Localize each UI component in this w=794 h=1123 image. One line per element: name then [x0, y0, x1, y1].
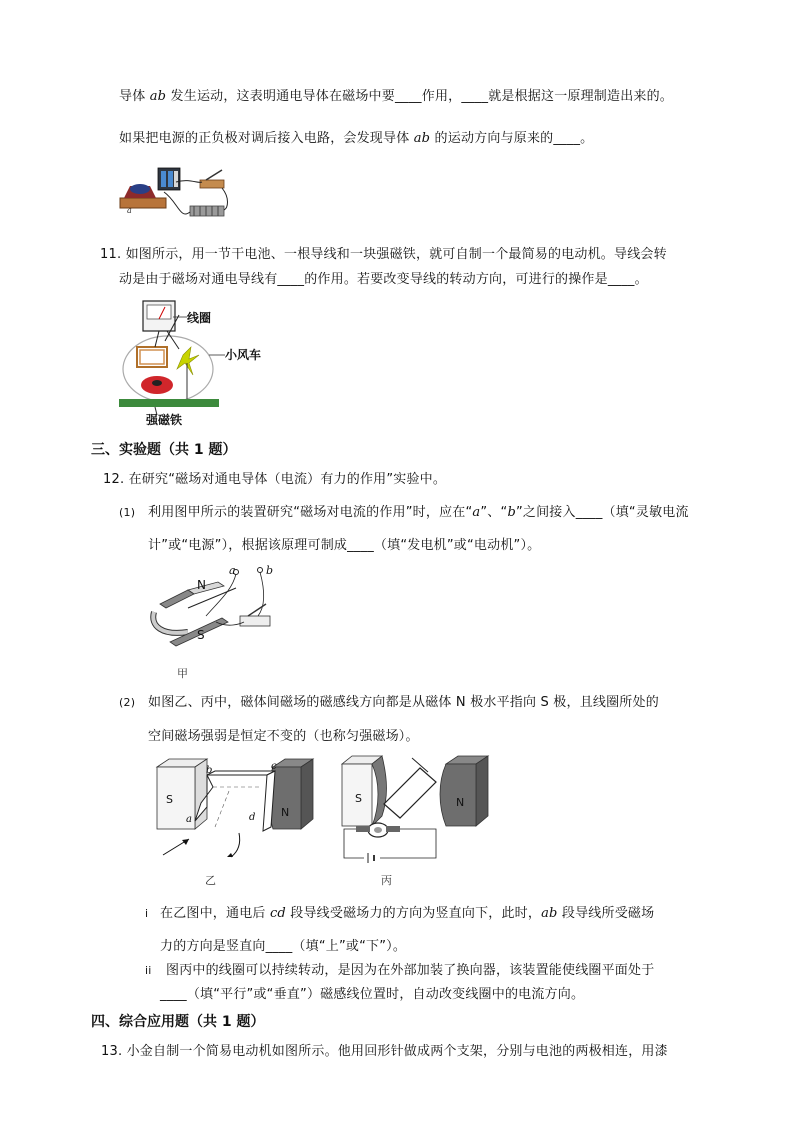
fig-bing-S-label: S [355, 792, 362, 805]
q12-item-i-number: i [145, 907, 149, 920]
q12-item-ii-number: ii [145, 964, 152, 977]
q11-label-fan: 小风车 [225, 348, 262, 362]
fig-yi-a-label: a [186, 814, 192, 825]
fig-yi-b-label: b [206, 765, 213, 776]
fig-jia-S-label: S [197, 628, 205, 642]
q13-line-1: 13. 小金自制一个简易电动机如图所示。他用回形针做成两个支架，分别与电池的两极相连，用漆 [101, 1044, 668, 1059]
q12-item-i-line-2: 力的方向是竖直向____（填“上”或“下”）。 [160, 939, 407, 954]
section-3-title: 三、实验题（共 1 题） [91, 442, 237, 458]
q12-part1-number: (1) [119, 506, 136, 519]
q10-line-1: 导体 ab 发生运动，这表明通电导体在磁场中要____作用，____就是根据这一原理制造出来的。 [119, 89, 673, 104]
answer-blank[interactable]: ____ [160, 987, 187, 1002]
fig-jia-a-label: a [229, 564, 236, 577]
q11-label-magnet: 强磁铁 [146, 413, 183, 427]
fig-jia-b-label: b [266, 564, 274, 577]
q12-part2-line-1: 如图乙、丙中，磁体间磁场的磁感线方向都是从磁体 N 极水平指向 S 极，且线圈所处的 [148, 695, 659, 710]
q12-part2-number: (2) [119, 696, 136, 709]
q12-item-i-line-1: 在乙图中，通电后 cd 段导线受磁场力的方向为竖直向下，此时，ab 段导线所受磁场 [160, 906, 655, 921]
q12-part2-line-2: 空间磁场强弱是恒定不变的（也称匀强磁场）。 [148, 729, 419, 744]
answer-blank[interactable]: ____ [461, 89, 489, 104]
q12-item-ii-line-2: ____（填“平行”或“垂直”）磁感线位置时，自动改变线圈中的电流方向。 [160, 987, 585, 1002]
fig-yi-d-label: d [249, 812, 256, 823]
q12-item-ii-line-1: 图丙中的线圈可以持续转动，是因为在外部加装了换向器，该装置能使线圈平面处于 [166, 963, 655, 978]
q11-line-1: 11. 如图所示，用一节干电池、一根导线和一块强磁铁，就可自制一个最简易的电动机。导线会转 [100, 247, 667, 262]
fig-bing-N-label: N [456, 796, 465, 809]
answer-blank[interactable]: ____ [607, 272, 635, 287]
q10-motor-apparatus-figure [118, 162, 230, 222]
q10-figure-label-a: a [127, 206, 132, 215]
q12-part1-line-1: 利用图甲所示的装置研究“磁场对电流的作用”时，应在“a”、“b”之间接入____（填“灵敏电流 [148, 505, 689, 520]
answer-blank[interactable]: ____ [277, 272, 305, 287]
q11-line-2: 动是由于磁场对通电导线有____的作用。若要改变导线的转动方向，可进行的操作是____。 [119, 272, 648, 287]
section-4-title: 四、综合应用题（共 1 题） [91, 1014, 265, 1030]
answer-blank[interactable]: ____ [265, 939, 293, 954]
answer-blank[interactable]: ____ [394, 89, 422, 104]
q10-line-2: 如果把电源的正负极对调后接入电路，会发现导体 ab 的运动方向与原来的____。 [119, 131, 594, 146]
answer-blank[interactable]: ____ [575, 505, 603, 520]
fig-yi-N-label: N [281, 806, 290, 819]
q11-label-coil: 线圈 [187, 311, 212, 325]
q12-figure-yi [155, 757, 320, 867]
fig-jia-N-label: N [197, 578, 206, 592]
fig-yi-S-label: S [166, 793, 173, 806]
q12-part1-line-2: 计”或“电源”），根据该原理可制成____（填“发电机”或“电动机”）。 [148, 538, 541, 553]
fig-yi-caption: 乙 [205, 874, 216, 887]
q12-figure-bing [340, 754, 492, 866]
answer-blank[interactable]: ____ [553, 131, 581, 146]
fig-bing-caption: 丙 [381, 874, 392, 887]
q12-stem: 12. 在研究“磁场对通电导体（电流）有力的作用”实验中。 [103, 472, 447, 487]
fig-jia-caption: 甲 [177, 667, 188, 680]
fig-yi-c-label: c [271, 761, 277, 772]
answer-blank[interactable]: ____ [347, 538, 374, 553]
